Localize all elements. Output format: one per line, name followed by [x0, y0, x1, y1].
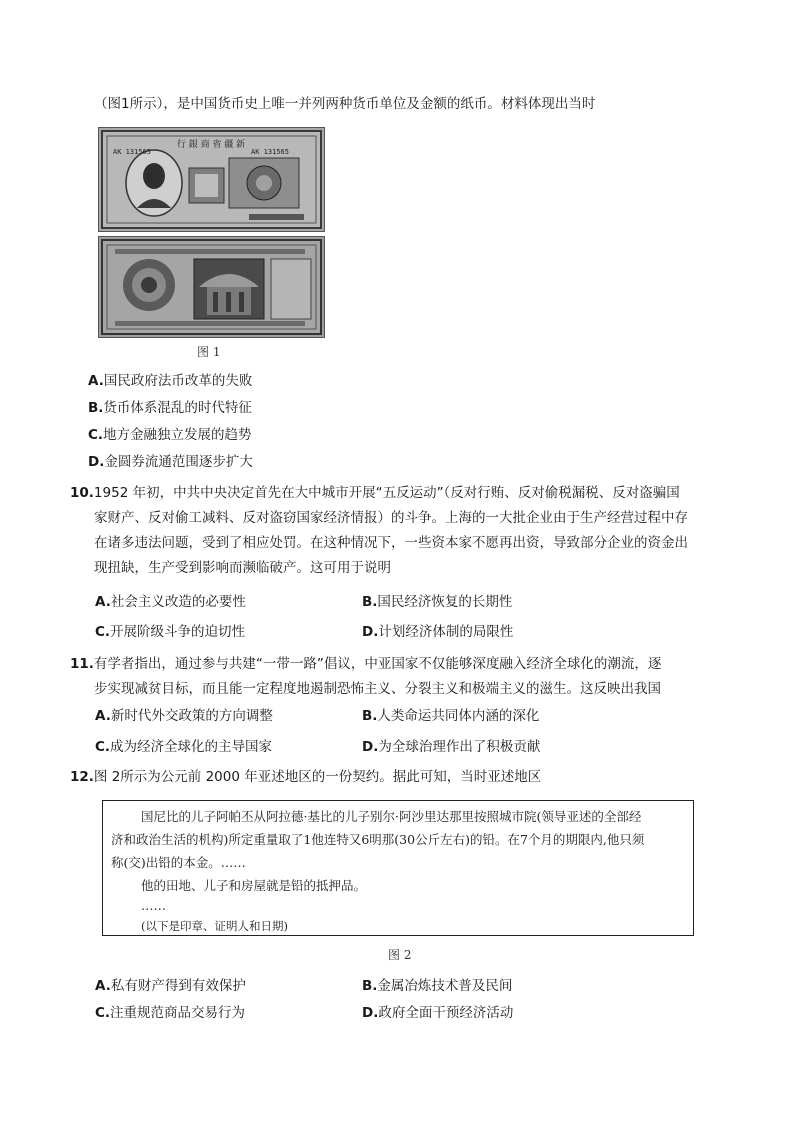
question-number: 10. — [70, 485, 94, 501]
q9-stem-line: （图1所示），是中国货币史上唯一并列两种货币单位及金额的纸币。材料体现出当时 — [94, 96, 596, 112]
option-label: B. — [362, 594, 378, 610]
figure1-caption: 图 1 — [197, 345, 221, 359]
option-text: 金圆券流通范围逐步扩大 — [104, 454, 253, 470]
q10-line-text: 1952 年初，中共中央决定首先在大中城市开展“五反运动”（反对行贿、反对偷税漏税、反对盗骗国 — [93, 485, 680, 501]
option-label: D. — [362, 1005, 379, 1021]
option-text: 国民经济恢复的长期性 — [377, 594, 513, 610]
contract-line-1: 国尼比的儿子阿帕丕从阿拉德·基比的儿子别尔·阿沙里达那里按照城市院(领导亚述的全部经 — [141, 809, 642, 824]
contract-line-6: (以下是印章、证明人和日期) — [141, 919, 288, 933]
q9-option-a[interactable] — [88, 371, 252, 391]
banknote-back-drawing — [99, 237, 324, 337]
option-text: 计划经济体制的局限性 — [378, 624, 514, 640]
q10-option-d[interactable] — [362, 622, 513, 642]
q12-option-b[interactable] — [362, 976, 512, 996]
q11-option-c[interactable] — [95, 737, 272, 757]
contract-line-2: 济和政治生活的机构)所定重量取了1他连特又6明那(30公斤左右)的铅。在7个月的期限内,他只须 — [111, 832, 645, 847]
q9-option-c[interactable] — [88, 425, 252, 445]
option-label: B. — [362, 978, 378, 994]
option-label: A. — [95, 594, 111, 610]
option-label: C. — [95, 624, 111, 640]
option-label: B. — [362, 708, 378, 724]
q10-option-b[interactable] — [362, 592, 512, 612]
option-label: A. — [88, 373, 104, 389]
q12-stem-line — [70, 767, 541, 787]
q9-option-d[interactable] — [88, 452, 253, 472]
option-text: 开展阶级斗争的迫切性 — [110, 624, 246, 640]
figure2-caption: 图 2 — [388, 948, 412, 962]
option-text: 私有财产得到有效保护 — [110, 978, 246, 994]
option-label: C. — [95, 739, 111, 755]
q10-stem-line-4: 现扭缺，生产受到影响而濒临破产。这可用于说明 — [94, 560, 391, 576]
q12-line-text: 图 2所示为公元前 2000 年亚述地区的一份契约。据此可知，当时亚述地区 — [93, 769, 542, 785]
banknote-serial-right: AK 131565 — [251, 148, 289, 156]
q11-option-b[interactable] — [362, 706, 539, 726]
q10-option-c[interactable] — [95, 622, 245, 642]
contract-line-3: 称(交)出铅的本金。…… — [111, 855, 246, 870]
option-label: C. — [88, 427, 104, 443]
option-text: 国民政府法币改革的失败 — [103, 373, 253, 389]
q12-option-c[interactable] — [95, 1003, 245, 1023]
option-label: D. — [88, 454, 105, 470]
option-text: 为全球治理作出了积极贡献 — [378, 739, 541, 755]
contract-text-box — [102, 800, 694, 936]
banknote-front-drawing — [99, 128, 324, 231]
q11-option-a[interactable] — [95, 706, 273, 726]
option-label: D. — [362, 624, 379, 640]
option-label: D. — [362, 739, 379, 755]
banknote-serial-left: AK 131565 — [113, 148, 151, 156]
option-text: 金属冶炼技术普及民间 — [377, 978, 513, 994]
contract-line-5: …… — [141, 898, 166, 913]
option-text: 成为经济全球化的主导国家 — [110, 739, 273, 755]
banknote-back-image — [98, 236, 325, 338]
option-text: 注重规范商品交易行为 — [110, 1005, 246, 1021]
question-number: 12. — [70, 769, 94, 785]
option-text: 新时代外交政策的方向调整 — [110, 708, 273, 724]
q12-option-d[interactable] — [362, 1003, 513, 1023]
banknote-front-image — [98, 127, 325, 232]
q11-stem-line-2: 步实现减贫目标，而且能一定程度地遏制恐怖主义、分裂主义和极端主义的滋生。这反映出我国 — [94, 681, 661, 697]
q11-option-d[interactable] — [362, 737, 540, 757]
contract-line-4: 他的田地、儿子和房屋就是铅的抵押品。 — [141, 878, 367, 893]
option-text: 地方金融独立发展的趋势 — [103, 427, 252, 443]
option-text: 社会主义改造的必要性 — [110, 594, 246, 610]
q10-stem-line-3: 在诸多违法问题，受到了相应处罚。在这种情况下，一些资本家不愿再出资，导致部分企业的资金出 — [94, 535, 688, 551]
option-label: A. — [95, 708, 111, 724]
option-label: A. — [95, 978, 111, 994]
option-label: B. — [88, 400, 104, 416]
option-text: 货币体系混乱的时代特征 — [103, 400, 252, 416]
option-text: 政府全面干预经济活动 — [378, 1005, 514, 1021]
banknote-header-text: 行 銀 商 省 疆 新 — [176, 140, 246, 150]
option-text: 人类命运共同体内涵的深化 — [377, 708, 540, 724]
question-number: 11. — [70, 656, 94, 672]
q10-option-a[interactable] — [95, 592, 246, 612]
q11-stem-line-1 — [70, 654, 661, 674]
q9-option-b[interactable] — [88, 398, 252, 418]
q11-line-text: 有学者指出，通过参与共建“一带一路”倡议，中亚国家不仅能够深度融入经济全球化的潮流，逐 — [93, 656, 662, 672]
option-label: C. — [95, 1005, 111, 1021]
q12-option-a[interactable] — [95, 976, 246, 996]
q10-stem-line-2: 家财产、反对偷工减料、反对盗窃国家经济情报）的斗争。上海的一大批企业由于生产经营过程中存 — [94, 510, 688, 526]
q10-stem-line-1 — [70, 483, 680, 503]
